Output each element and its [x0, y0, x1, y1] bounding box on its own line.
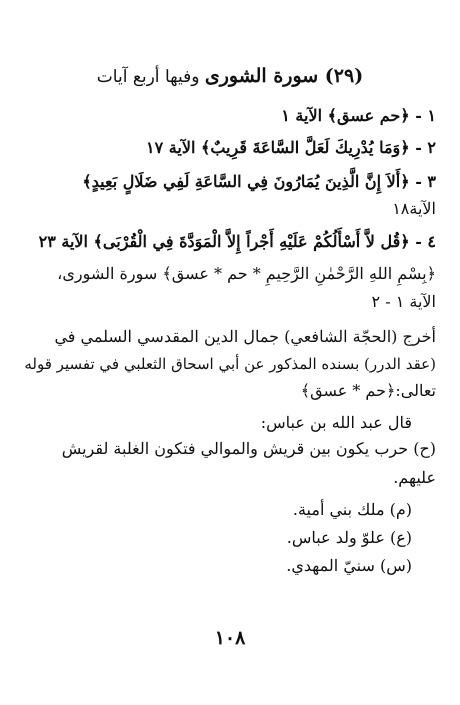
body-line-8: (ع) علوّ ولد عباس. — [286, 528, 412, 547]
verse-line-4: ٤ - ﴿قُل لاَّ أَسْأَلُكُمْ عَلَيْهِ أَجْراً إِلاَّ الْمَوَدَّةَ فِي الْقُرْبَى﴾ الآية ٢٣ — [38, 232, 436, 251]
basmala-ref: الآية ١ - ٢ — [371, 292, 436, 311]
body-line-2: (عقد الدرر) بسنده المذكور عن أبي اسحاق الثعلبي في تفسير قوله — [24, 355, 436, 373]
body-line-9: (س) سنيّ المهدي. — [286, 556, 412, 575]
body-line-6: عليهم. — [393, 468, 436, 487]
verse-line-3: ٣ - ﴿أَلاَ إِنَّ الَّذِينَ يُمَارُونَ فِي السَّاعَةِ لَفِي ضَلَالٍ بَعِيدٍ﴾ — [82, 172, 436, 191]
body-line-7: (م) ملك بني أمية. — [292, 500, 412, 519]
sura-heading — [24, 64, 436, 89]
body-line-4: قال عبد الله بن عباس: — [260, 413, 412, 432]
page-number: ١٠٨ — [214, 627, 246, 649]
basmala-line: ﴿بِسْمِ اللهِ الرَّحْمٰنِ الرَّحِيمِ * حم * عسق﴾ سورة الشورى، — [57, 264, 436, 283]
verse-line-1: ١ - ﴿حم عسق﴾ الآية ١ — [281, 106, 436, 125]
body-line-1: أخرج (الحجّة الشافعي) جمال الدين المقدسي السلمي في — [54, 327, 436, 346]
verse-line-2: ٢ - ﴿وَمَا يُدْرِيكَ لَعَلَّ السَّاعَةَ قَرِيبٌ﴾ الآية ١٧ — [146, 138, 436, 157]
body-line-5: (ح) حرب يكون بين قريش والموالي فتكون الغلبة لقريش — [61, 439, 436, 458]
sura-note: وفيها أربع آيات — [96, 67, 200, 87]
verse-line-3-ref: الآية١٨ — [392, 199, 436, 218]
sura-title: (٢٩) سورة الشورى — [204, 65, 364, 87]
body-line-3: تعالى:﴿حم * عسق﴾ — [300, 381, 436, 400]
